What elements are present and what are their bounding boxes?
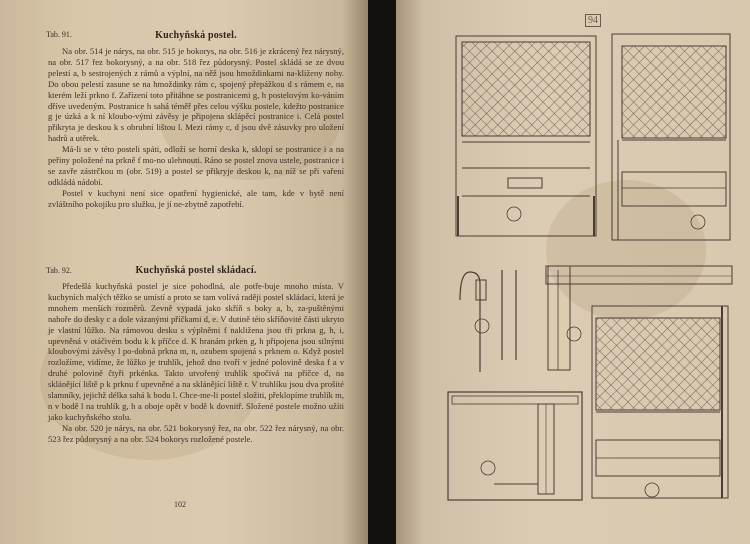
section-2-text — [48, 281, 344, 445]
tab-label-92: Tab. 92. — [46, 266, 72, 275]
paragraph: Na obr. 514 je nárys, na obr. 515 je bokorys, na obr. 516 je zkrácený řez nárysný, na obr. 517 řez bokorysný, a na obr. 518 řez půdorysný. Postel skládá se ze dvou pelestí a, b sestrojených z rámů a výplní, na něž jsou hmoždinkami na-klíženy nohy. Do obou pelestí zasune se na hmoždinky rám c, spojený přepážkou d s rámem e, na kterém leží prkno f. Zařízení toto přitáhne se postranicemi g, h postelovým ko-váním dříve uvedeným. Postranice h sahá téměř přes celou výšku postele, kdežto postranice g je úzká a k ní kloubo-vými závěsy je připojena sklápěcí postranice i. Celá postel přikryta je deskou k s obrubní lištou l. Mezi rámy c, d jsou dvě zásuvky pro uložení hadrů a utěrek. — [48, 46, 344, 144]
left-page — [0, 0, 372, 544]
book-gutter — [368, 0, 398, 544]
section-heading-1: Kuchyňská postel. — [155, 30, 237, 41]
section-heading-2: Kuchyňská postel skládací. — [135, 265, 257, 276]
plate-number: 94 — [585, 14, 601, 27]
paragraph: Předešlá kuchyňská postel je sice pohodlná, ale potře-buje mnoho místa. V kuchyních malých těžko se umístí a proto se tam volívá raději postel skládací, která je mnohem menších rozměrů. Zevně vypadá jako skříň s boky a, b, za-puštěnými nahoře do desky c a dole vázanými příčkami d, e. V dutině této skříňovité části ukryto je vlastní lůžko. Na rámovou desku s výplněmi f nakližena jsou tři prkna g, h, i, upevněná v otáčivém bodu k k příčce d. K hranám prken g, h připojena jsou silnými kloubovými závěsy l po-dobná prkna m, n, ozubem spojená s prknem o. Když postel rozložíme, vidíme, že lůžko je truhlík, jehož dno tvoří v jedné polovině deska f a v druhé polovině čtyři prkénka. Takto utvořený truhlík spočívá na příčce d, na sklánějící liště p k prknu f upevněné a na sklánějící liště r. V truhlíku jsou dva prošité slamníky, jejichž délka sahá k bodu l. Chce-me-li postel složiti, překlopíme truhlík m, n v bodě l na truhlík g, h a oboje opět v bodě k dovnitř. Složené postele možno užíti jako kuchyňského stolu. — [48, 281, 344, 422]
tab-label-91: Tab. 91. — [46, 30, 72, 39]
paragraph: Postel v kuchyni není sice opatření hygienické, ale tam, kde v bytě není zvláštního pokojíku pro služku, je jí ne-zbytně zapotřebí. — [48, 187, 344, 209]
figure-515-side-elevation — [612, 34, 730, 240]
paragraph: Má-li se v této posteli spáti, odloží se horní deska k, sklopí se postranice i a na peřiny položené na prkně f mo-no ulehnouti. Ráno se postel znova ustele, postranice i se zavře zástrčkou m (obr. 519) a postel se přikryje deskou k, na níž se při vaření odkládá nádobí. — [48, 144, 344, 187]
page-number: 102 — [174, 500, 186, 509]
figure-517-side-section — [592, 306, 728, 498]
section-1-text — [48, 46, 344, 210]
figure-514-front-elevation — [456, 36, 596, 236]
paragraph: Na obr. 520 je nárys, na obr. 521 bokorysný řez, na obr. 522 řez nárysný, na obr. 523 řez půdorysný a na obr. 524 bokorys rozložené postele. — [48, 422, 344, 444]
figure-518-plan-section — [448, 392, 582, 500]
figure-519-bolt-detail — [460, 270, 516, 372]
technical-drawings — [396, 0, 750, 544]
